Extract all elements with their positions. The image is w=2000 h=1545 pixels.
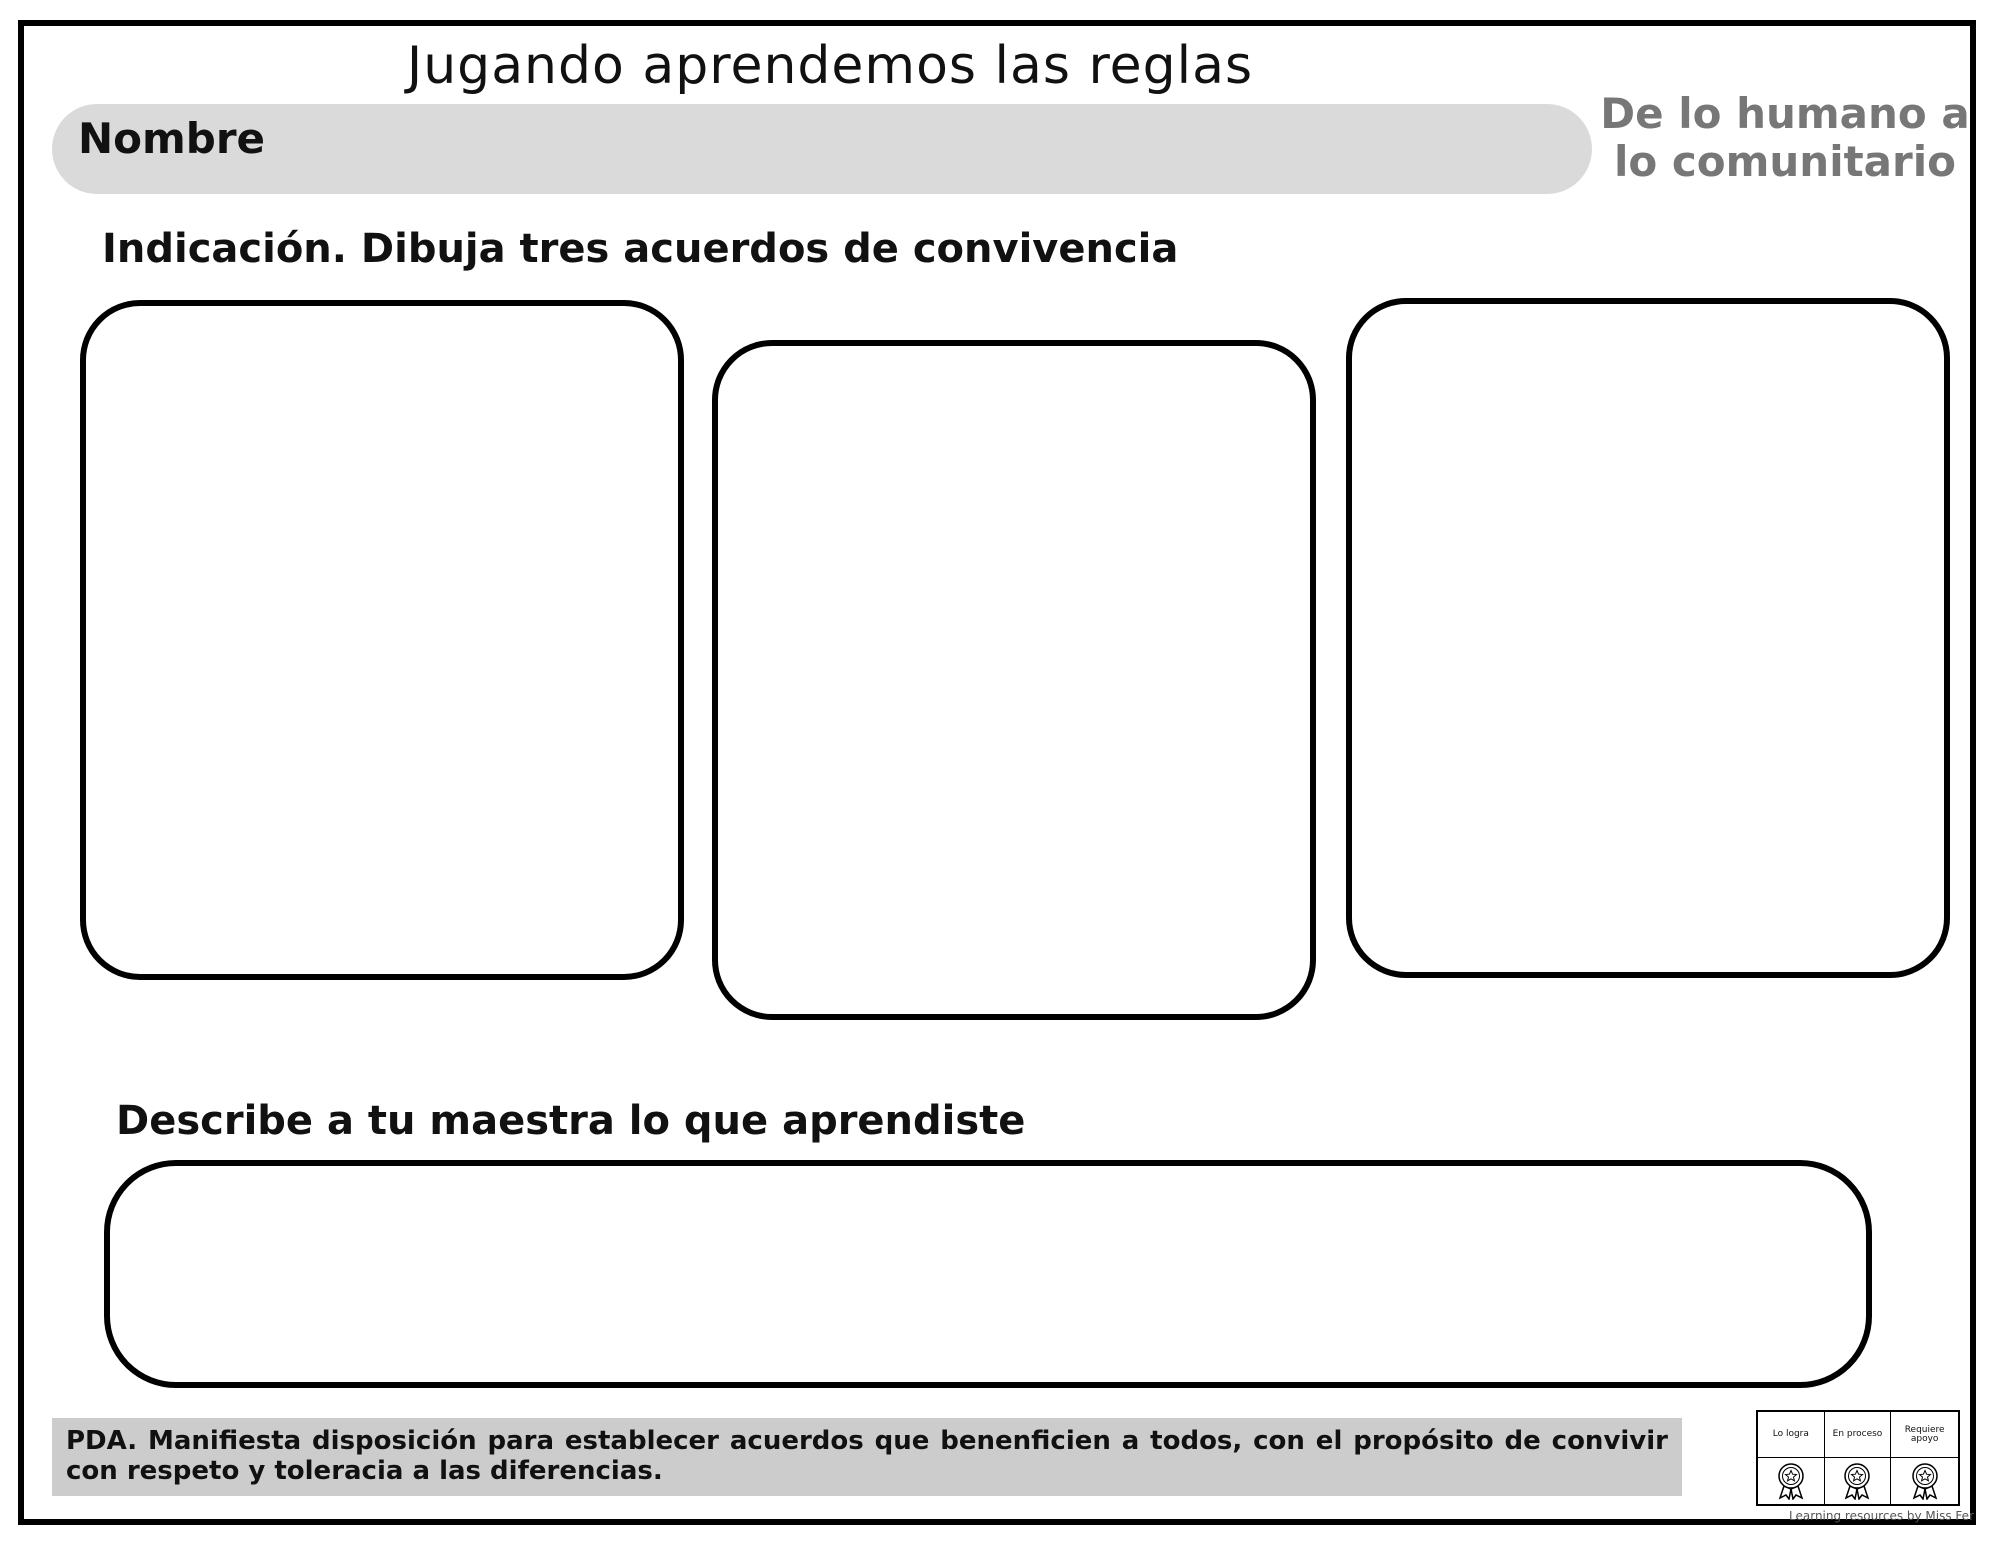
award-medal-icon	[1776, 1462, 1806, 1500]
award-medal-icon	[1842, 1462, 1872, 1500]
rubric-level-needs-support: Requiere apoyo	[1891, 1412, 1958, 1458]
describe-prompt: Describe a tu maestra lo que aprendiste	[116, 1098, 1026, 1144]
describe-answer-box[interactable]	[104, 1160, 1872, 1388]
rubric-cell-in-progress[interactable]	[1825, 1458, 1892, 1504]
rubric-cell-achieved[interactable]	[1758, 1458, 1825, 1504]
rubric-cell-needs-support[interactable]	[1891, 1458, 1958, 1504]
pda-text: PDA. Manifiesta disposición para establecer acuerdos que benenficien a todos, con el propósito de convivir con respeto y toleracia a las diferencias.	[52, 1418, 1682, 1496]
rubric-table	[1756, 1410, 1960, 1506]
drawing-box-3[interactable]	[1346, 298, 1950, 978]
instruction-text: Indicación. Dibuja tres acuerdos de convivencia	[102, 226, 1179, 272]
subject-label: De lo humano a lo comunitario	[1600, 89, 1970, 186]
rubric-level-in-progress: En proceso	[1825, 1412, 1892, 1458]
drawing-box-2[interactable]	[712, 340, 1316, 1020]
worksheet-title: Jugando aprendemos las reglas	[406, 36, 1254, 96]
award-medal-icon	[1910, 1462, 1940, 1500]
rubric-level-achieved: Lo logra	[1758, 1412, 1825, 1458]
name-field[interactable]	[52, 104, 1592, 194]
credit-text: Learning resources by Miss Fer	[1789, 1509, 1974, 1523]
drawing-box-1[interactable]	[80, 300, 684, 980]
name-label: Nombre	[78, 114, 266, 163]
